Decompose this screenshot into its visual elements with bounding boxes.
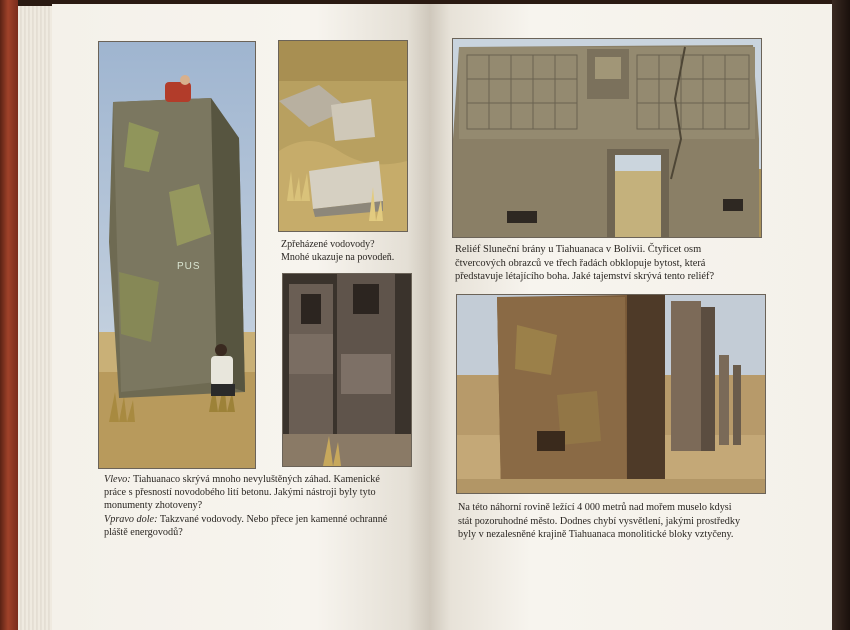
caption-line: byly v nezalesněné krajině Tiahuanaca monolitické bloky vztyčeny. (458, 529, 734, 540)
caption-line: Zpřeházené vodovody? (281, 239, 375, 250)
pipes-caption (281, 238, 394, 264)
conduit-blocks-photo (282, 273, 412, 467)
caption-line: Na této náhorní rovině ležící 4 000 metrů nad mořem muselo kdysi (458, 502, 732, 513)
sun-gate-caption (455, 243, 714, 284)
pipes-photo (278, 40, 408, 232)
caption-line: Takzvané vodovody. Nebo přece jen kamenné ochranné (157, 513, 388, 525)
monolith-sticker: PUS (177, 261, 201, 272)
caption-line: monumenty zhotoveny? (104, 500, 203, 512)
caption-line: představuje létajícího boha. Jaké tajemství skrývá tento reliéf? (455, 271, 715, 282)
caption-line: pláště energovodů? (104, 526, 183, 538)
plateau-monoliths-photo (456, 294, 766, 494)
sun-gate-photo (452, 38, 762, 238)
right-shadow-edge (832, 0, 850, 630)
caption-lead-right: Vpravo dole: (104, 513, 158, 525)
caption-line: Reliéf Sluneční brány u Tiahuanaca v Bolívii. Čtyřicet osm (455, 244, 702, 255)
plateau-caption (458, 501, 740, 542)
caption-line: stát pozoruhodné město. Dodnes chybí vysvětlení, jakými prostředky (458, 515, 741, 527)
caption-line: Tiahuanaco skrývá mnoho nevyluštěných záhad. Kamenické (130, 474, 380, 485)
page-stack (18, 6, 54, 630)
monolith-photo (98, 41, 256, 469)
caption-line: práce s přesností novodobého lití betonu. Jakými nástroji byly tyto (104, 487, 376, 499)
book-cover-edge (0, 0, 18, 630)
caption-line: Mnohé ukazuje na povodeň. (281, 252, 395, 263)
caption-lead-left: Vlevo: (104, 474, 131, 485)
caption-line: čtvercových obrazců ve třech řadách obklopuje bytost, která (455, 257, 706, 269)
left-page-caption (104, 473, 387, 539)
